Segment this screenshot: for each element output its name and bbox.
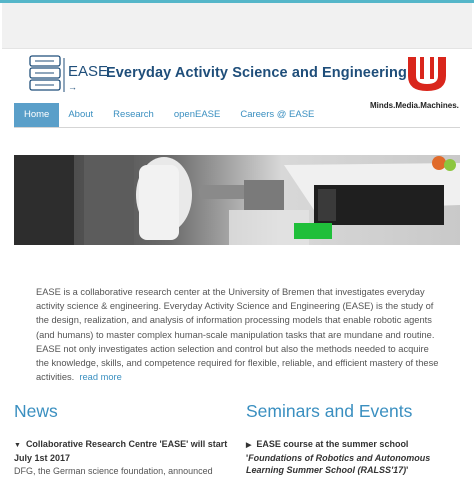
nav-home[interactable]: Home [14, 103, 59, 127]
news-heading: News [14, 401, 58, 421]
ease-logo[interactable] [26, 54, 109, 96]
events-item-headline-prefix[interactable]: EASE course at the summer school ' [246, 439, 409, 463]
events-heading: Seminars and Events [246, 401, 413, 421]
news-item-text: DFG, the German science foundation, announced [14, 466, 213, 476]
news-item-headline[interactable]: Collaborative Research Centre 'EASE' will start July 1st 2017 [14, 439, 228, 463]
main-navigation [14, 103, 325, 127]
site-title[interactable]: Everyday Activity Science and Engineering [106, 65, 407, 81]
events-item-headline-suffix: ' [406, 465, 409, 475]
intro-text: EASE is a collaborative research center at the University of Bremen that investigates everyday activity science & engineering. Everyday Activity Science and Engineering (EASE) is the study of the design, realization, and analysis of information processing models that enable robotic agents (and humans) to master complex human-scale manipulation tasks that are mundane and routine. EASE not only investigates action selection and control but also the methods needed to acquire the knowledge, skills, and competence required for flexible, reliable, and efficient mastery of these activities. [36, 287, 439, 383]
events-item-headline-title[interactable]: Foundations of Robotics and Autonomous Learning Summer School (RALSS'17) [246, 453, 431, 475]
logo-symbol: → [68, 82, 77, 92]
top-banner-bar [2, 3, 472, 49]
nav-careers[interactable]: Careers @ EASE [240, 109, 315, 120]
news-item[interactable] [14, 438, 228, 477]
triangle-right-icon: ▶ [246, 442, 252, 449]
nav-about[interactable]: About [68, 109, 94, 120]
university-bremen-logo[interactable] [404, 54, 450, 94]
nav-openease[interactable]: openEASE [173, 109, 221, 120]
intro-paragraph [36, 285, 440, 384]
logo-text: EASE [68, 63, 109, 80]
triangle-down-icon: ▼ [14, 442, 21, 449]
nav-research[interactable]: Research [113, 109, 154, 120]
hero-image-robot-lab [14, 155, 460, 245]
read-more-link[interactable]: read more [79, 372, 122, 383]
nav-divider [14, 127, 460, 128]
events-item[interactable] [246, 438, 460, 476]
tagline: Minds.Media.Machines. [370, 101, 459, 110]
